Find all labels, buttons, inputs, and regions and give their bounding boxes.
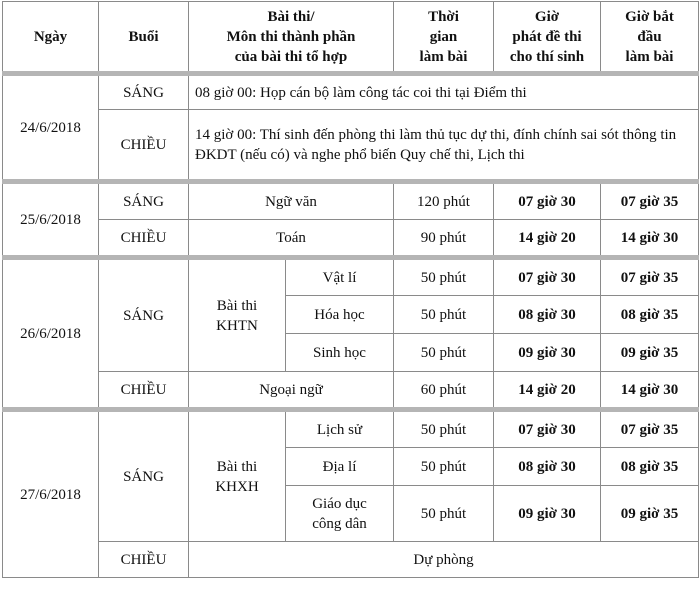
- start-time-cell: 07 giờ 35: [601, 410, 699, 448]
- handout-time-cell: 07 giờ 30: [494, 258, 601, 296]
- subject-cell: Toán: [189, 220, 394, 258]
- duration-cell: 50 phút: [394, 410, 494, 448]
- start-time-cell: 07 giờ 35: [601, 258, 699, 296]
- subject-cell: Sinh học: [286, 334, 394, 372]
- header-buoi: Buổi: [99, 2, 189, 74]
- table-row: [3, 372, 699, 410]
- duration-cell: 90 phút: [394, 220, 494, 258]
- session-cell: SÁNG: [99, 258, 189, 372]
- handout-time-cell: 09 giờ 30: [494, 486, 601, 542]
- handout-time-cell: 07 giờ 30: [494, 410, 601, 448]
- duration-cell: 50 phút: [394, 258, 494, 296]
- table-row: [3, 410, 699, 448]
- handout-time-cell: 07 giờ 30: [494, 182, 601, 220]
- header-row: [3, 2, 699, 74]
- group-cell: Bài thi KHXH: [189, 410, 286, 542]
- session-cell: CHIỀU: [99, 542, 189, 578]
- subject-cell: Ngữ văn: [189, 182, 394, 220]
- group-cell: Bài thi KHTN: [189, 258, 286, 372]
- subject-cell: Lịch sử: [286, 410, 394, 448]
- subject-cell: Ngoại ngữ: [189, 372, 394, 410]
- handout-time-cell: 09 giờ 30: [494, 334, 601, 372]
- duration-cell: 50 phút: [394, 448, 494, 486]
- note-cell: 08 giờ 00: Họp cán bộ làm công tác coi thi tại Điểm thi: [189, 74, 699, 110]
- date-cell: 24/6/2018: [3, 74, 99, 182]
- subject-cell: Giáo dục công dân: [286, 486, 394, 542]
- session-cell: SÁNG: [99, 410, 189, 542]
- session-cell: SÁNG: [99, 182, 189, 220]
- table-row: [3, 182, 699, 220]
- duration-cell: 50 phút: [394, 334, 494, 372]
- note-cell: 14 giờ 00: Thí sinh đến phòng thi làm thủ tục dự thi, đính chính sai sót thông tin ĐKDT (nếu có) và nghe phổ biến Quy chế thi, Lịch thi: [189, 110, 699, 182]
- duration-cell: 50 phút: [394, 486, 494, 542]
- handout-time-cell: 08 giờ 30: [494, 296, 601, 334]
- handout-time-cell: 14 giờ 20: [494, 372, 601, 410]
- start-time-cell: 08 giờ 35: [601, 296, 699, 334]
- start-time-cell: 07 giờ 35: [601, 182, 699, 220]
- start-time-cell: 14 giờ 30: [601, 372, 699, 410]
- start-time-cell: 08 giờ 35: [601, 448, 699, 486]
- duration-cell: 60 phút: [394, 372, 494, 410]
- table-row: [3, 74, 699, 110]
- table-row: [3, 258, 699, 296]
- note-cell: Dự phòng: [189, 542, 699, 578]
- header-bai-thi: Bài thi/ Môn thi thành phần của bài thi tổ hợp: [189, 2, 394, 74]
- start-time-cell: 09 giờ 35: [601, 486, 699, 542]
- date-cell: 26/6/2018: [3, 258, 99, 410]
- handout-time-cell: 14 giờ 20: [494, 220, 601, 258]
- duration-cell: 50 phút: [394, 296, 494, 334]
- start-time-cell: 09 giờ 35: [601, 334, 699, 372]
- table-row: [3, 220, 699, 258]
- header-gio-phat: Giờ phát đề thi cho thí sinh: [494, 2, 601, 74]
- duration-cell: 120 phút: [394, 182, 494, 220]
- header-ngay: Ngày: [3, 2, 99, 74]
- session-cell: CHIỀU: [99, 372, 189, 410]
- subject-cell: Vật lí: [286, 258, 394, 296]
- session-cell: CHIỀU: [99, 220, 189, 258]
- header-gio-bat-dau: Giờ bắt đầu làm bài: [601, 2, 699, 74]
- subject-cell: Địa lí: [286, 448, 394, 486]
- session-cell: SÁNG: [99, 74, 189, 110]
- table-row: [3, 110, 699, 182]
- header-thoi-gian: Thời gian làm bài: [394, 2, 494, 74]
- date-cell: 25/6/2018: [3, 182, 99, 258]
- exam-schedule-table: [2, 1, 699, 578]
- start-time-cell: 14 giờ 30: [601, 220, 699, 258]
- date-cell: 27/6/2018: [3, 410, 99, 578]
- table-row: [3, 542, 699, 578]
- subject-cell: Hóa học: [286, 296, 394, 334]
- handout-time-cell: 08 giờ 30: [494, 448, 601, 486]
- session-cell: CHIỀU: [99, 110, 189, 182]
